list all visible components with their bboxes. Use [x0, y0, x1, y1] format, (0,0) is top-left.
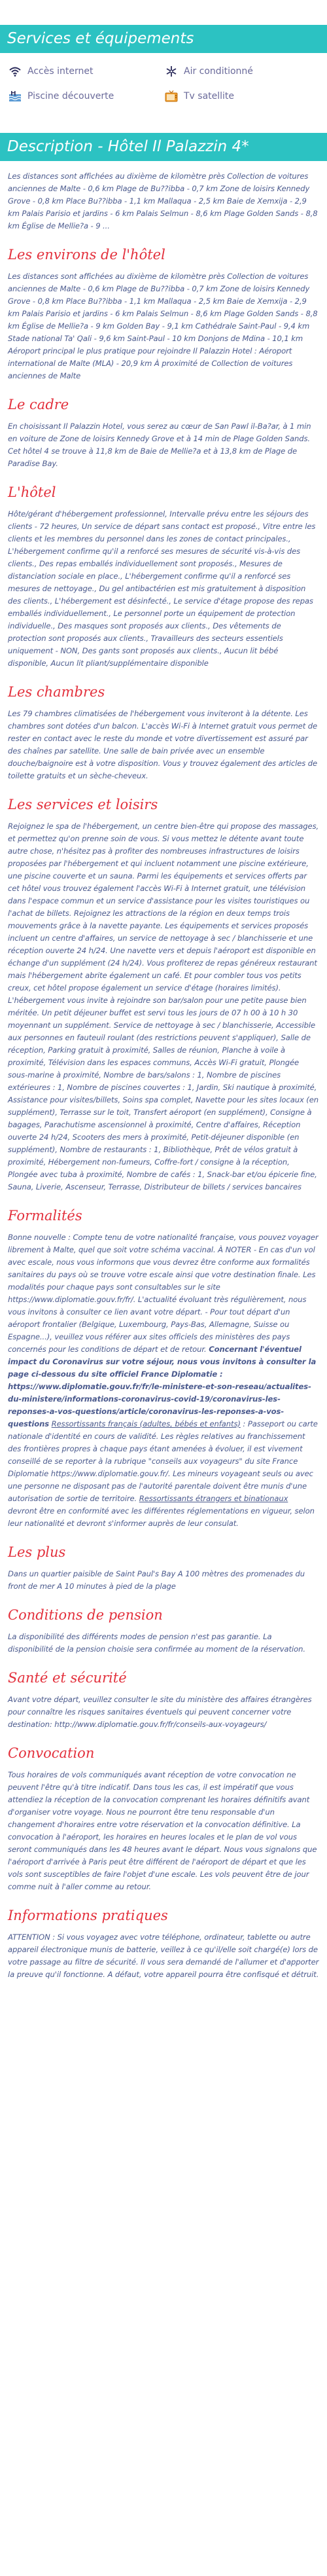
- section-formalities: [0, 1208, 327, 1530]
- coronavirus-notice[interactable]: Concernant l'éventuel impact du Coronavirus sur votre séjour, nous vous invitons à consulter la page ci-dessous du site officiel France Diplomatie : https://www.diplomatie.gouv.fr/fr/le-ministere-et-son-reseau/actualites-du-ministere/informations-coronavirus-covid-19/coronavirus-les-reponses-a-vos-questions/article/coronavirus-les-reponses-a-vos-questions: [8, 1345, 317, 1428]
- amenity-tv: [164, 90, 320, 103]
- french-nationals-text: : Passeport ou carte nationale d'identité en cours de validité. Les règles relatives au franchissement des frontières propres à chaque pays étant amenées à évoluer, il est vivement conseillé de se reporter à la rubrique "conseils aux voyageurs" du site France Diplomatie https://www.diplomatie.gouv.fr/. Les mineurs voyageant seuls ou avec une personne ne disposant pas de l'autorité parentale doivent être munis d'une autorisation de sortie de territoire.: [8, 1419, 318, 1503]
- amenity-label: Accès internet: [27, 66, 94, 77]
- section-rooms: [0, 684, 327, 782]
- french-nationals-link[interactable]: Ressortissants français (adultes, bébés et enfants): [51, 1419, 241, 1428]
- snowflake-icon: [164, 65, 179, 78]
- formalities-intro: Bonne nouvelle : Compte tenu de votre nationalité française, vous pouvez voyager librement à Malte, quel que soit votre schéma vaccinal. À NOTER - En cas d'un vol avec escale, nous vous informons que vous devrez être conforme aux formalités sanitaires du pays où se trouve votre escale ainsi que votre destination finale. Les modalités pour chaque pays sont consultables sur le site https://www.diplomatie.gouv.fr/fr/. L'actualité évoluant très régulièrement, nous vous invitons à consulter ce lien avant votre départ. - Pour tout départ d'un aéroport frontalier (Belgique, Luxembourg, Pays-Bas, Allemagne, Suisse ou Espagne...), veuillez vous référer aux sites officiels des ministères des pays concernés pour les conditions de départ et de retour.: [8, 1233, 318, 1354]
- amenity-label: Piscine découverte: [27, 91, 114, 101]
- description-header: Description - Hôtel Il Palazzin 4*: [0, 133, 327, 161]
- section-hotel: [0, 484, 327, 670]
- foreign-nationals-text: devront être en conformité avec les différentes réglementations en vigueur, selon leur nationalité et devront s'informer auprès de leur consulat.: [8, 1506, 315, 1528]
- section-text: Les 79 chambres climatisées de l'hébergement vous inviteront à la détente. Les chambres sont dotées d'un balcon. L'accès Wi-Fi à Internet gratuit vous permet de rester en contact avec le reste du monde et votre divertissement est assuré par des chaînes par satellite. Une salle de bain privée avec un ensemble douche/baignoire est à votre disposition. Vous y trouvez également des articles de toilette gratuits et un sèche-cheveux.: [8, 709, 318, 780]
- section-board-conditions: [0, 1607, 327, 1656]
- description-section: [0, 170, 327, 232]
- section-title: Santé et sécurité: [8, 1670, 127, 1686]
- amenity-air-conditioning: [164, 65, 320, 78]
- services-header: Services et équipements: [0, 25, 327, 53]
- section-title: Informations pratiques: [8, 1908, 168, 1923]
- section-services-leisure: [0, 797, 327, 1193]
- section-text: Hôte/gérant d'hébergement professionnel, Intervalle prévu entre les séjours des clients - 72 heures, Un service de départ sans contact est proposé., Vitre entre les clients et les membres du personnel dans les zones de contact principales., L'hébergement confirme qu'il a renforcé ses mesures de sécurité vis-à-vis des clients., Des repas emballés individuellement sont proposés., Mesures de distanciation sociale en place., L'hébergement confirme qu'il a renforcé ses mesures de nettoyage., Du gel antibactérien est mis gratuitement à disposition des clients., L'hébergement est désinfecté., Le service d'étage propose des repas emballés individuellement., Le personnel porte un équipement de protection individuelle., Des masques sont proposés aux clients., Des vêtements de protection sont proposés aux clients., Travailleurs des secteurs essentiels uniquement - NON, Des gants sont proposés aux clients., Aucun lit bébé disponible, Aucun lit pliant/supplémentaire disponible: [8, 509, 316, 668]
- section-text: Avant votre départ, veuillez consulter le site du ministère des affaires étrangères pour connaître les risques sanitaires éventuels qui peuvent concerner votre destination: http://www.diplomatie.gouv.fr/fr/conseils-aux-voyageurs/: [8, 1695, 312, 1729]
- section-text: En choisissant Il Palazzin Hotel, vous serez au cœur de San Pawl il-Ba?ar, à 1 min en voiture de Zone de loisirs Kennedy Grove et à 14 min de Plage Golden Sands. Cet hôtel 4 se trouve à 11,8 km de Baie de Mellie?a et à 13,8 km de Plage de Paradise Bay.: [8, 422, 311, 468]
- section-practical-info: [0, 1908, 327, 1981]
- amenity-label: Air conditionné: [184, 66, 253, 77]
- section-health-safety: [0, 1670, 327, 1731]
- section-highlights: [0, 1544, 327, 1593]
- section-setting: [0, 397, 327, 470]
- pool-icon: [8, 90, 22, 103]
- page: [0, 25, 327, 1981]
- amenity-pool: [8, 90, 164, 103]
- description-intro: Les distances sont affichées au dixième de kilomètre près Collection de voitures anciennes de Malte - 0,6 km Plage de Bu??ibba - 0,7 km Zone de loisirs Kennedy Grove - 0,8 km Place Bu??ibba - 1,1 km Mallaqua - 2,5 km Baie de Xemxija - 2,9 km Palais Parisio et jardins - 6 km Palais Selmun - 8,6 km Plage Golden Sands - 8,8 km Église de Mellie?a - 9 ...: [8, 172, 318, 230]
- section-text: La disponibilité des différents modes de pension n'est pas garantie. La disponibilité de la pension choisie sera confirmée au moment de la réservation.: [8, 1632, 305, 1654]
- section-title: Les services et loisirs: [8, 797, 158, 812]
- amenities-grid: [0, 53, 327, 117]
- section-convocation: [0, 1745, 327, 1893]
- section-text: Tous horaires de vols communiqués avant réception de votre convocation ne peuvent l'être qu'à titre indicatif. Dans tous les cas, il est impératif que vous attendiez la réception de la convocation comprenant les horaires définitifs avant d'organiser votre voyage. Nous ne pourront être tenu responsable d'un changement d'horaires entre votre réservation et la convocation définitive. La convocation à l'aéroport, les horaires en heures locales et le plan de vol vous seront communiqués dans les 48 heures avant le départ. Nous vous signalons que l'aéroport d'arrivée à Paris peut être différent de l'aéroport de départ et que les vols sont susceptibles de faire l'objet d'une escale. Les vols peuvent être de jour comme nuit à l'aller comme au retour.: [8, 1770, 317, 1891]
- section-text: ATTENTION : Si vous voyagez avec votre téléphone, ordinateur, tablette ou autre appareil électronique munis de batterie, veillez à ce qu'il/elle soit chargé(e) lors de votre passage au filtre de sécurité. Il vous sera demandé de l'allumer et d'apporter la preuve qu'il fonctionne. A défaut, votre appareil pourra être confisqué et détruit.: [8, 1932, 319, 1979]
- section-title: Les environs de l'hôtel: [8, 247, 165, 263]
- amenity-internet: [8, 65, 164, 78]
- foreign-nationals-link[interactable]: Ressortissants étrangers et binationaux: [139, 1494, 288, 1503]
- section-surroundings: [0, 247, 327, 382]
- section-title: Convocation: [8, 1745, 95, 1761]
- section-title: Conditions de pension: [8, 1607, 163, 1623]
- section-title: Le cadre: [8, 397, 69, 412]
- formalities-text: [8, 1231, 319, 1530]
- section-title: L'hôtel: [8, 484, 56, 500]
- wifi-icon: [8, 65, 22, 78]
- section-title: Les plus: [8, 1544, 66, 1560]
- amenity-label: Tv satellite: [184, 91, 235, 101]
- section-text: Dans un quartier paisible de Saint Paul's Bay A 100 mètres des promenades du front de mer A 10 minutes à pied de la plage: [8, 1569, 305, 1591]
- tv-icon: [164, 90, 179, 103]
- section-title: Les chambres: [8, 684, 105, 700]
- section-title: Formalités: [8, 1208, 82, 1224]
- section-text: Rejoignez le spa de l'hébergement, un centre bien-être qui propose des massages, et permettez qu'on prenne soin de vous. Si vous mettez le détente avant toute autre chose, n'hésitez pas à profiter des nombreuses infrastructures de loisirs proposées par l'hébergement et qui incluent notamment une piscine extérieure, une piscine couverte et un sauna. Parmi les équipements et services offerts par cet hôtel vous trouvez également l'accès Wi-Fi à Internet gratuit, une télévision dans l'espace commun et un service d'assistance pour les visites touristiques ou l'achat de billets. Rejoignez les attractions de la région en deux temps trois mouvements grâce à la navette payante. Les équipements et services proposés incluent un centre d'affaires, un service de nettoyage à sec / blanchisserie et une réception ouverte 24 h/24. Une navette vers et depuis l'aéroport est disponible en échange d'un supplément (24 h/24). Vous profiterez de repas généreux restaurant mais l'hébergement abrite également un café. Et pour combler tous vos petits creux, cet hôtel propose également un service d'étage (horaires limités). L'hébergement vous invite à rejoindre son bar/salon pour une petite pause bien méritée. Un petit déjeuner buffet est servi tous les jours de 07 h 00 à 10 h 30 moyennant un supplément. Service de nettoyage à sec / blanchisserie, Accessible aux personnes en fauteuil roulant (des restrictions peuvent s'appliquer), Salle de réception, Parking gratuit à proximité, Salles de réunion, Planche à voile à proximité, Télévision dans les espaces communs, Accès Wi-Fi gratuit, Plongée sous-marine à proximité, Nombre de bars/salons : 1, Nombre de piscines extérieures : 1, Nombre de piscines couvertes : 1, Jardin, Ski nautique à proximité, Assistance pour visites/billets, Soins spa complet, Navette pour les sites locaux (en supplément), Terrasse sur le toit, Transfert aéroport (en supplément), Consigne à bagages, Parachutisme ascensionnel à proximité, Centre d'affaires, Réception ouverte 24 h/24, Scooters des mers à proximité, Petit-déjeuner disponible (en supplément), Nombre de restaurants : 1, Bibliothèque, Prêt de vélos gratuit à proximité, Hébergement non-fumeurs, Coffre-fort / consigne à la réception, Plongée avec tuba à proximité, Nombre de cafés : 1, Snack-bar et/ou épicerie fine, Sauna, Liverie, Ascenseur, Terrasse, Distributeur de billets / services bancaires: [8, 822, 319, 1191]
- section-text: Les distances sont affichées au dixième de kilomètre près Collection de voitures anciennes de Malte - 0,6 km Plage de Bu??ibba - 0,7 km Zone de loisirs Kennedy Grove - 0,8 km Place Bu??ibba - 1,1 km Mallaqua - 2,5 km Baie de Xemxija - 2,9 km Palais Parisio et jardins - 6 km Palais Selmun - 8,6 km Plage Golden Sands - 8,8 km Église de Mellie?a - 9 km Golden Bay - 9,1 km Cathédrale Saint-Paul - 9,4 km Stade national Ta' Qali - 9,6 km Saint-Paul - 10 km Donjons de Mdina - 10,1 km Aéroport principal le plus pratique pour rejoindre Il Palazzin Hotel : Aéroport international de Malte (MLA) - 20,9 km À proximité de Collection de voitures anciennes de Malte: [8, 272, 318, 380]
